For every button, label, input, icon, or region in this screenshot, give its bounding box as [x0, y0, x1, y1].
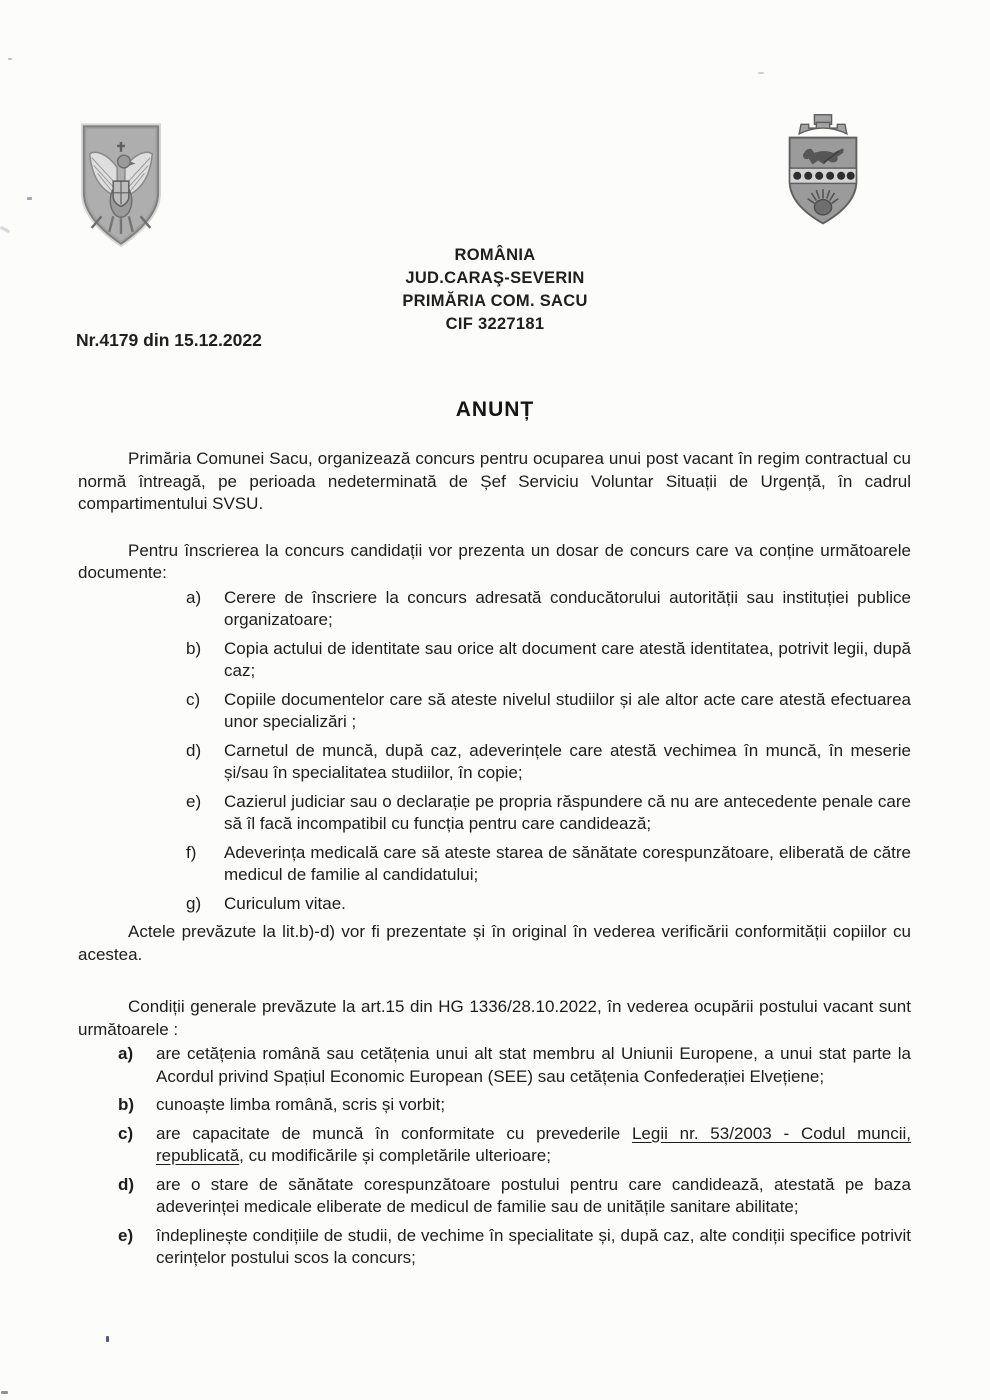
list-item	[78, 1174, 911, 1219]
list-item-marker: g)	[186, 893, 202, 913]
header-county: JUD.CARAŞ-SEVERIN	[405, 269, 585, 287]
list-item-marker: c)	[118, 1123, 134, 1143]
list-item	[78, 1225, 911, 1270]
list-item-text: îndeplinește condițiile de studii, de vechime în specialitate și, după caz, alte condiții specifice potrivit cerințelor postului scos la concurs;	[156, 1225, 911, 1267]
header-cif: CIF 3227181	[445, 315, 545, 333]
scan-speck	[1, 1391, 8, 1394]
list-item-text: Curiculum vitae.	[224, 893, 346, 913]
intro-paragraph: Primăria Comunei Sacu, organizează concurs pentru ocuparea unui post vacant în regim contractual cu normă întreagă, pe perioada nedeterminată de Șef Serviciu Voluntar Situații de Urgență, în cadrul compartimentului SVSU.	[78, 449, 911, 513]
list-item-text: Cerere de înscriere la concurs adresată conducătorului autorității sau instituției publice organizatoare;	[224, 587, 911, 629]
list-item-marker: a)	[118, 1044, 134, 1063]
scan-speck	[758, 72, 764, 74]
list-item-text: Copiile documentelor care să ateste nivelul studiilor și ale altor acte care atestă efectuarea unor specializări ;	[224, 689, 911, 731]
list-item-marker: f)	[186, 842, 197, 862]
list-item	[78, 1094, 911, 1117]
list-item-text	[156, 1123, 911, 1168]
list-item-marker: b)	[118, 1095, 135, 1114]
originals-note: Actele prevăzute la lit.b)-d) vor fi prezentate și în original în vederea verificării conformității copiilor cu acestea.	[78, 922, 911, 964]
scan-speck	[8, 58, 12, 60]
list-item	[78, 791, 911, 836]
list-item	[78, 689, 911, 734]
list-item-marker: e)	[118, 1225, 134, 1245]
list-item-text: Adeverința medicală care să ateste starea de sănătate corespunzătoare, eliberată de către medicul de familie al candidatului;	[224, 842, 911, 884]
list-item	[78, 638, 911, 683]
list-item	[78, 587, 911, 632]
scan-speck	[27, 197, 32, 200]
document-body	[78, 448, 911, 1276]
list-item-text: are cetățenia română sau cetățenia unui alt stat membru al Uniunii Europene, a unui stat parte la Acordul privind Spațiul Economic European (SEE) sau cetățenia Confederației Elvețiene;	[156, 1044, 911, 1086]
list-item-text: Carnetul de muncă, după caz, adeverințele care atestă vechimea în muncă, în meserie și/sau în specialitatea studiilor, în copie;	[224, 740, 911, 782]
list-item-marker: d)	[118, 1174, 135, 1194]
scan-speck	[0, 226, 10, 233]
list-item	[78, 1043, 911, 1088]
law-reference-pre: are capacitate de muncă în conformitate cu prevederile	[156, 1123, 632, 1143]
list-item-text: Cazierul judiciar sau o declarație pe propria răspundere că nu are antecedente penale care să îl facă incompatibil cu funcția pentru care candidează;	[224, 791, 911, 833]
list-item	[78, 842, 911, 887]
document-title: ANUNȚ	[455, 398, 535, 421]
law-reference-underlined: Legii nr. 53/2003 - Codul muncii, republicată	[156, 1123, 911, 1165]
dossier-intro: Pentru înscrierea la concurs candidații vor prezenta un dosar de concurs care va conține următoarele documente:	[78, 540, 911, 582]
list-item	[78, 893, 911, 916]
registration-number: Nr.4179 din 15.12.2022	[76, 330, 262, 350]
list-item	[78, 1123, 911, 1168]
list-item-marker: c)	[186, 689, 201, 709]
list-item-text: cunoaște limba română, scris și vorbit;	[156, 1095, 446, 1114]
institution-header	[0, 244, 990, 336]
sacu-commune-coat-of-arms-icon	[782, 112, 864, 230]
scan-speck	[106, 1336, 109, 1342]
list-item-text: Copia actului de identitate sau orice alt document care atestă identitatea, potrivit legii, după caz;	[224, 638, 911, 680]
dossier-documents-list	[78, 587, 911, 916]
list-item	[78, 740, 911, 785]
header-country: ROMÂNIA	[454, 246, 536, 264]
list-item-text: are o stare de sănătate corespunzătoare postului pentru care candidează, atestată pe baza adeverinței medicale eliberate de medicul de familie sau de unitățile sanitare abilitate;	[156, 1174, 911, 1216]
conditions-intro: Condiții generale prevăzute la art.15 din HG 1336/28.10.2022, în vederea ocupării postului vacant sunt următoarele :	[78, 997, 911, 1039]
romania-coat-of-arms-icon	[78, 122, 164, 248]
list-item-marker: a)	[186, 587, 202, 607]
general-conditions-list	[78, 1043, 911, 1270]
list-item-marker: e)	[186, 791, 202, 811]
list-item-marker: b)	[186, 638, 202, 658]
law-reference-post: , cu modificările și completările ulterioare;	[239, 1146, 551, 1165]
header-institution: PRIMĂRIA COM. SACU	[402, 292, 588, 310]
list-item-marker: d)	[186, 740, 202, 760]
